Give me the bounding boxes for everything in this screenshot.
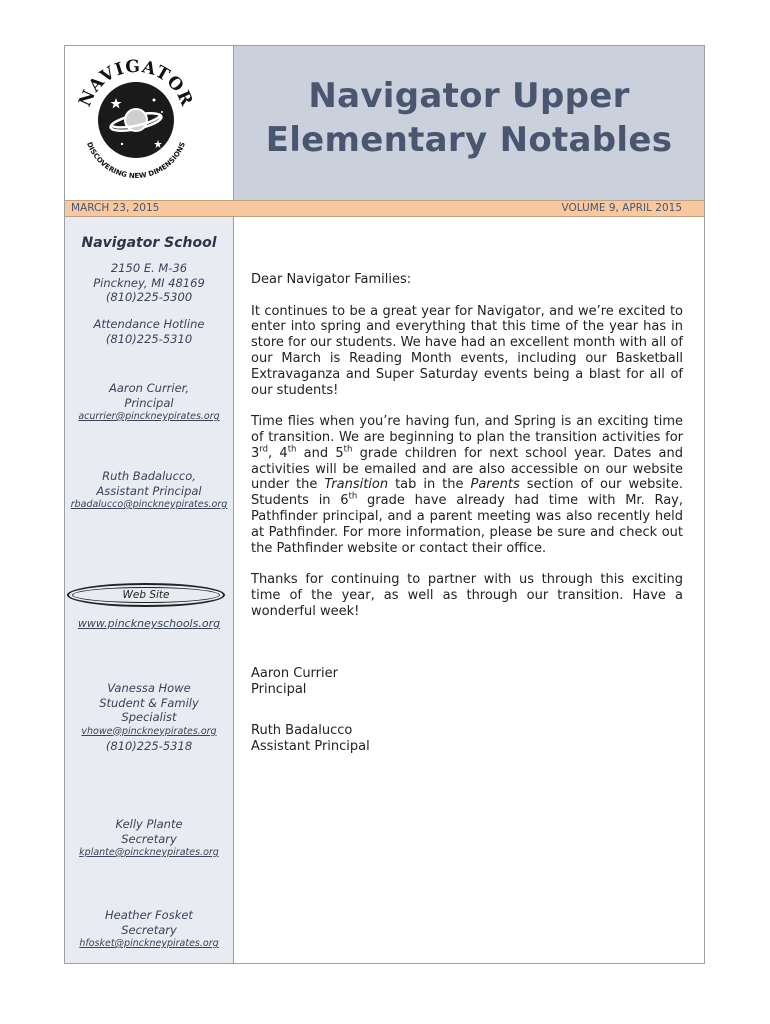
masthead	[234, 46, 704, 200]
secretary-2-title: Secretary	[121, 922, 177, 937]
signature-1-title: Principal	[251, 682, 307, 698]
secretary-1-email-link[interactable]: kplante@pinckneypirates.org	[79, 847, 219, 858]
principal-name: Aaron Currier,	[109, 381, 189, 395]
school-address	[65, 261, 233, 305]
secretary-1-contact	[65, 817, 233, 861]
attendance-hotline	[65, 317, 233, 346]
principal-title: Principal	[124, 395, 174, 410]
address-street: 2150 E. M-36	[110, 261, 188, 275]
letter-paragraph-1: It continues to be a great year for Navigator, and we’re excited to enter into spring and everything that this time of the year has in store for our students. We have had an excellent month with all of our March is Reading Month events, including our Basketball Extravaganza and Super Saturday events being a blast for all of our students!	[251, 303, 683, 398]
signature-2-name: Ruth Badalucco	[251, 722, 353, 738]
svg-text:DISCOVERING NEW DIMENSIONS: DISCOVERING NEW DIMENSIONS	[85, 140, 187, 181]
date-bar	[65, 200, 704, 217]
issue-date: MARCH 23, 2015	[71, 202, 160, 214]
logo-cell	[65, 46, 234, 200]
letter-body	[251, 272, 683, 755]
hotline-phone: (810)225-5310	[105, 331, 193, 346]
specialist-title-1: Student & Family	[99, 695, 199, 710]
title-line-1: Navigator Upper	[308, 76, 630, 116]
specialist-title-2: Specialist	[121, 710, 177, 724]
signature-1-name: Aaron Currier	[251, 666, 338, 682]
specialist-phone: (810)225-5318	[105, 739, 193, 753]
specialist-contact	[65, 681, 233, 754]
web-site-label: Web Site	[122, 589, 170, 601]
navigator-logo	[72, 56, 200, 184]
letter-paragraph-2: Time flies when you’re having fun, and Spring is an exciting time of transition. We are beginning to plan the transition activities for 3rd, 4th and 5th grade children for next school year. Dates and activities will be emailed and are also accessible on our website under the Transition tab in the Parents section of our website. Students in 6th grade have already had time with Mr. Ray, Pathfinder principal, and a parent meeting was also recently held at Pathfinder. For more information, please be sure and check out the Pathfinder website or contact their office.	[251, 414, 684, 556]
svg-text:NAVIGATOR: NAVIGATOR	[75, 56, 197, 110]
asst-principal-email-link[interactable]: rbadalucco@pinckneypirates.org	[70, 499, 228, 510]
signature-2-title: Assistant Principal	[251, 738, 370, 754]
specialist-name: Vanessa Howe	[107, 681, 191, 695]
letter-paragraph-3: Thanks for continuing to partner with us through this exciting time of the year, as well as through our transition. Have a wonderful week!	[251, 572, 683, 619]
secretary-2-contact	[65, 908, 233, 952]
address-phone: (810)225-5300	[105, 290, 193, 304]
issue-volume: VOLUME 9, APRIL 2015	[561, 202, 682, 214]
asst-principal-name: Ruth Badalucco,	[102, 469, 196, 483]
secretary-2-name: Heather Fosket	[105, 908, 193, 922]
newsletter-title	[234, 74, 704, 162]
letter-greeting: Dear Navigator Families:	[251, 272, 412, 287]
secretary-2-email-link[interactable]: hfosket@pinckneypirates.org	[79, 938, 219, 949]
principal-contact	[65, 381, 233, 425]
title-line-2: Elementary Notables	[265, 120, 673, 160]
asst-principal-title: Assistant Principal	[96, 483, 202, 498]
hotline-label: Attendance Hotline	[93, 317, 205, 331]
contact-sidebar	[65, 217, 234, 963]
assistant-principal-contact	[65, 469, 233, 513]
address-city: Pinckney, MI 48169	[93, 275, 205, 290]
secretary-1-name: Kelly Plante	[115, 817, 183, 831]
web-site-badge	[67, 583, 225, 607]
specialist-email-link[interactable]: vhowe@pinckneypirates.org	[81, 725, 217, 737]
principal-email-link[interactable]: acurrier@pinckneypirates.org	[78, 411, 220, 422]
secretary-1-title: Secretary	[121, 831, 177, 846]
website-link[interactable]: www.pinckneyschools.org	[77, 617, 221, 630]
school-name: Navigator School	[81, 235, 217, 251]
